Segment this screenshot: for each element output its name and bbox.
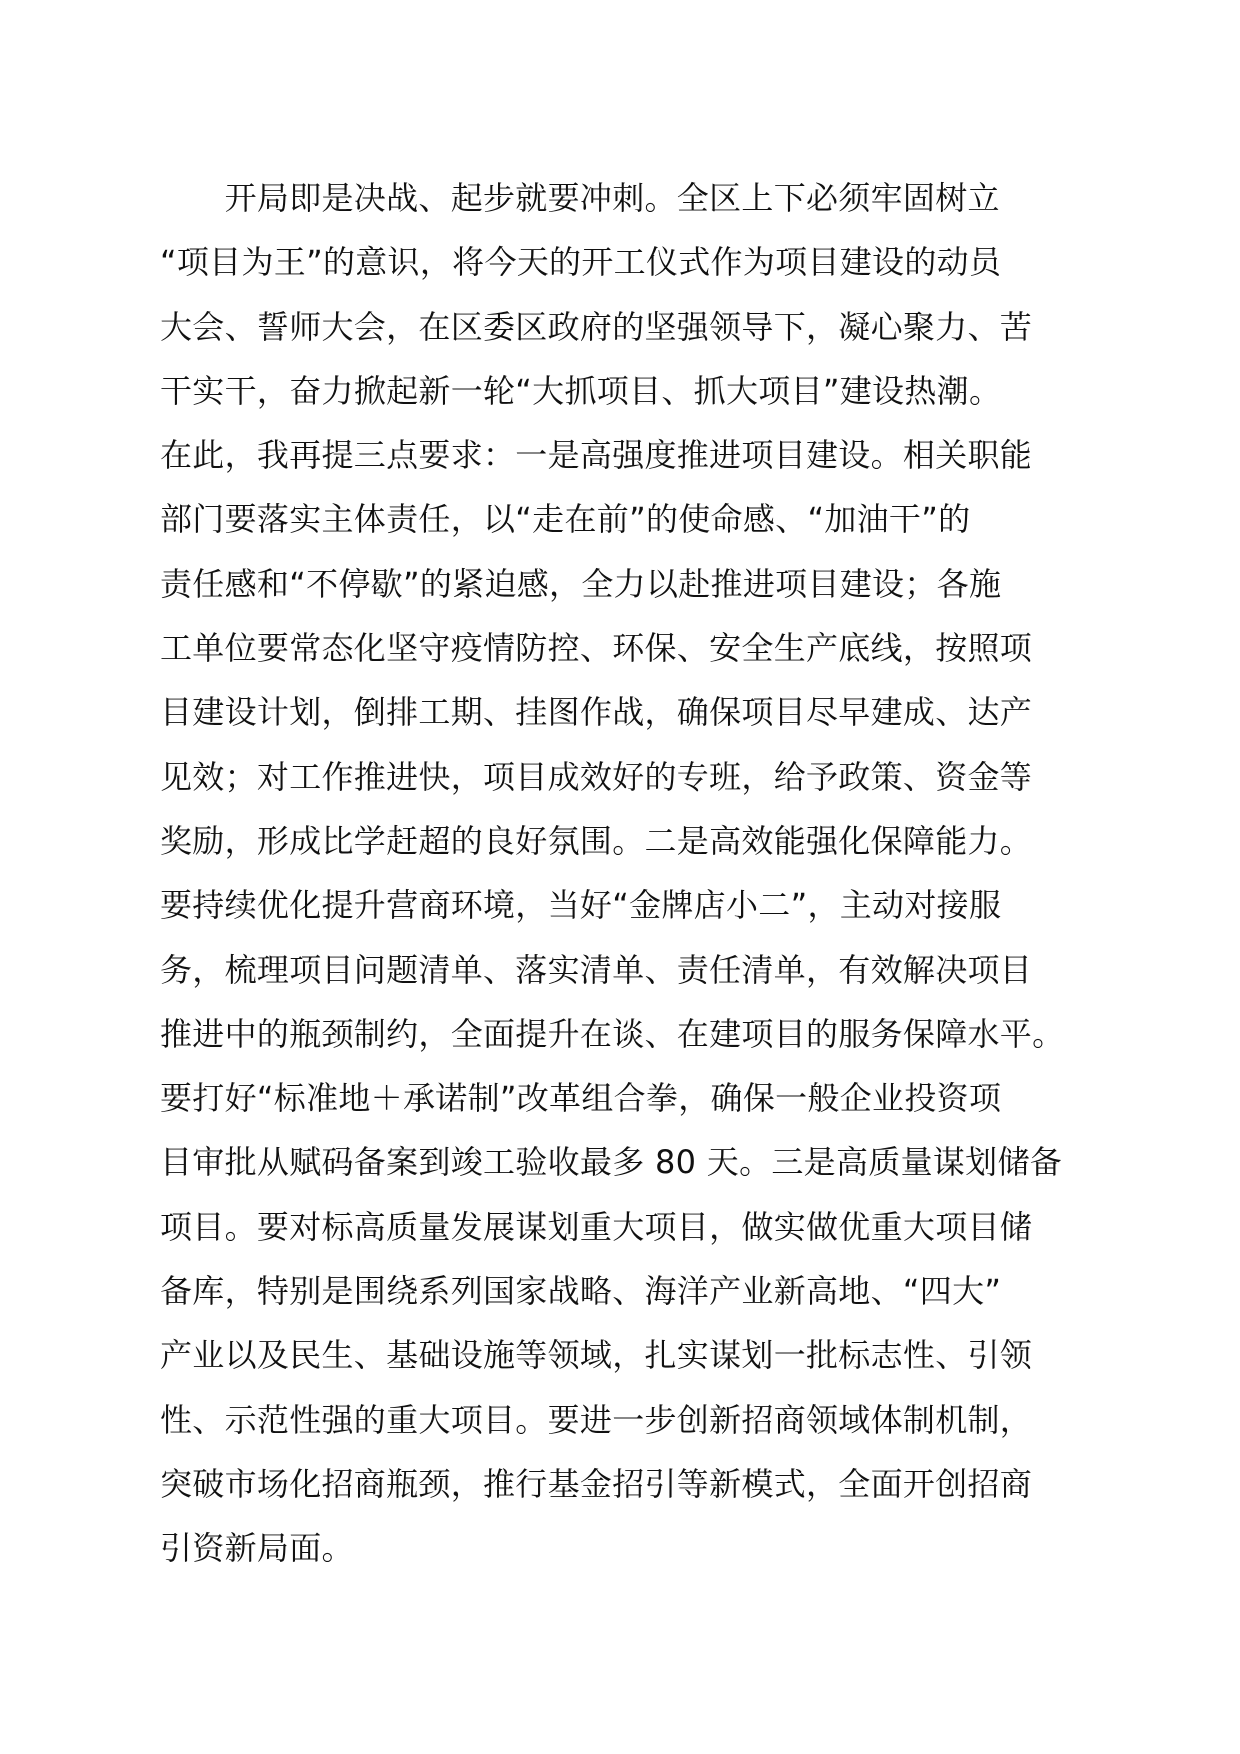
paragraph-line: 工单位要常态化坚守疫情防控、环保、安全生产底线，按照项 <box>160 629 1033 668</box>
paragraph-line: 务，梳理项目问题清单、落实清单、责任清单，有效解决项目 <box>160 950 1033 989</box>
paragraph-line: 引资新局面。 <box>160 1529 354 1568</box>
paragraph-line: 干实干，奋力掀起新一轮“大抓项目、抓大项目”建设热潮。 <box>160 371 1002 410</box>
paragraph-line: 项目。要对标高质量发展谋划重大项目，做实做优重大项目储 <box>160 1207 1033 1246</box>
paragraph-line: 备库，特别是围绕系列国家战略、海洋产业新高地、“四大” <box>160 1272 1002 1311</box>
paragraph-line: 开局即是决战、起步就要冲刺。全区上下必须牢固树立 <box>160 179 1000 217</box>
paragraph-line: “项目为王”的意识，将今天的开工仪式作为项目建设的动员 <box>160 243 1002 282</box>
paragraph-line: 在此，我再提三点要求：一是高强度推进项目建设。相关职能 <box>160 436 1033 475</box>
paragraph-line: 部门要落实主体责任，以“走在前”的使命感、“加油干”的 <box>160 500 971 539</box>
paragraph-line: 目建设计划，倒排工期、挂图作战，确保项目尽早建成、达产 <box>160 693 1033 732</box>
paragraph-line: 推进中的瓶颈制约，全面提升在谈、在建项目的服务保障水平。 <box>160 1014 1065 1053</box>
paragraph-line: 要持续优化提升营商环境，当好“金牌店小二”，主动对接服 <box>160 886 1002 925</box>
paragraph-line: 大会、誓师大会，在区委区政府的坚强领导下，凝心聚力、苦 <box>160 307 1033 346</box>
paragraph-line: 性、示范性强的重大项目。要进一步创新招商领域体制机制， <box>160 1400 1033 1439</box>
paragraph-line: 突破市场化招商瓶颈，推行基金招引等新模式，全面开创招商 <box>160 1464 1033 1503</box>
paragraph-line: 要打好“标准地＋承诺制”改革组合拳，确保一般企业投资项 <box>160 1079 1002 1118</box>
paragraph-line: 责任感和“不停歇”的紧迫感，全力以赴推进项目建设；各施 <box>160 564 1002 603</box>
paragraph-line: 目审批从赋码备案到竣工验收最多 80 天。三是高质量谋划储备 <box>160 1143 1063 1182</box>
paragraph-line: 产业以及民生、基础设施等领域，扎实谋划一批标志性、引领 <box>160 1336 1033 1375</box>
paragraph-line: 见效；对工作推进快，项目成效好的专班，给予政策、资金等 <box>160 757 1033 796</box>
paragraph-line: 奖励，形成比学赶超的良好氛围。二是高效能强化保障能力。 <box>160 821 1033 860</box>
body-paragraph <box>160 166 1120 1581</box>
